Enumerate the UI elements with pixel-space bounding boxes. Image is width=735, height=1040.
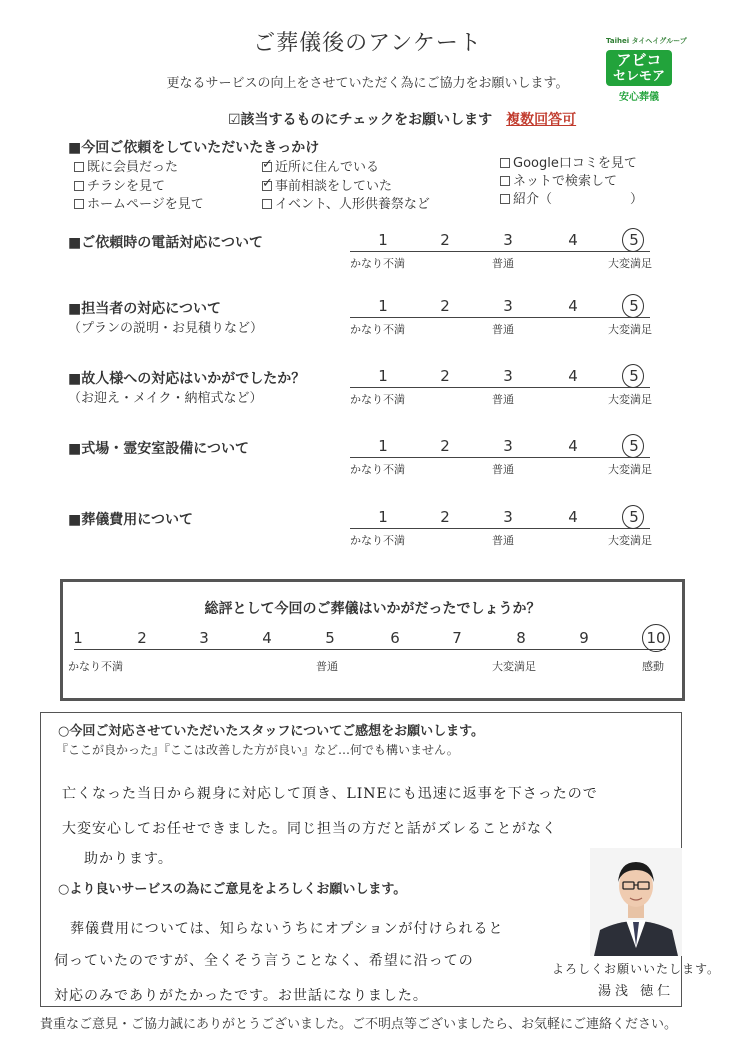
q1-option[interactable]: 既に会員だった bbox=[74, 156, 178, 175]
rating-option-3[interactable]: 3 bbox=[503, 437, 513, 455]
rating-label-mid: 普通 bbox=[492, 393, 514, 406]
selected-circle bbox=[622, 228, 644, 252]
checkbox[interactable] bbox=[500, 194, 510, 204]
q1-heading: ■今回ご依頼をしていただいたきっかけ bbox=[68, 140, 320, 156]
rating-option-2[interactable]: 2 bbox=[440, 367, 450, 385]
instruction bbox=[228, 109, 576, 129]
service-feedback-line: 対応のみでありがたかったです。お世話になりました。 bbox=[54, 988, 428, 1004]
rating-heading: ■故人様への対応はいかがでしたか？ bbox=[68, 371, 306, 387]
logo-brand-line2: セレモア bbox=[612, 69, 665, 84]
checkbox[interactable] bbox=[262, 199, 272, 209]
staff-feedback-heading: ○今回ご対応させていただいたスタッフについてご感想をお願いします。 bbox=[58, 724, 485, 739]
rating-label-low: かなり不満 bbox=[350, 463, 405, 476]
rating-subheading: （プランの説明・お見積りなど） bbox=[68, 321, 264, 336]
staff-feedback-hint: 『ここが良かった』『ここは改善した方が良い』など…何でも構いません。 bbox=[56, 743, 459, 757]
checkbox-checked[interactable] bbox=[262, 181, 272, 191]
q1-option[interactable]: Google口コミを見て bbox=[500, 152, 637, 171]
overall-option-7[interactable]: 7 bbox=[452, 629, 462, 647]
checkbox-checked[interactable] bbox=[262, 162, 272, 172]
overall-option-5[interactable]: 5 bbox=[325, 629, 335, 647]
overall-option-9[interactable]: 9 bbox=[579, 629, 589, 647]
rating-heading: ■葬儀費用について bbox=[68, 512, 193, 528]
rating-option-1[interactable]: 1 bbox=[378, 297, 388, 315]
rating-option-5[interactable]: 5 bbox=[629, 231, 639, 249]
rating-scale-line bbox=[350, 528, 650, 529]
rating-label-high: 大変満足 bbox=[608, 323, 652, 336]
staff-feedback-line: 助かります。 bbox=[84, 851, 173, 867]
rating-heading: ■担当者の対応について bbox=[68, 301, 221, 317]
rating-scale-line bbox=[350, 317, 650, 318]
logo-group: Taihei タイヘイグループ bbox=[606, 37, 687, 45]
page-title: ご葬儀後のアンケート bbox=[253, 31, 482, 56]
multiple-answers-note: 複数回答可 bbox=[506, 112, 577, 128]
overall-scale-line bbox=[74, 649, 666, 650]
company-logo bbox=[606, 36, 686, 103]
overall-option-8[interactable]: 8 bbox=[516, 629, 526, 647]
rating-option-1[interactable]: 1 bbox=[378, 437, 388, 455]
q1-option[interactable]: ネットで検索して bbox=[500, 170, 617, 189]
staff-greeting: よろしくお願いいたします。 bbox=[552, 962, 721, 976]
staff-signature: 湯浅 徳仁 bbox=[598, 984, 675, 999]
staff-feedback-line: 大変安心してお任せできました。同じ担当の方だと話がズレることがなく bbox=[62, 821, 557, 837]
rating-label-low: かなり不満 bbox=[350, 323, 405, 336]
overall-label-mid: 普通 bbox=[316, 660, 338, 673]
rating-option-4[interactable]: 4 bbox=[568, 231, 578, 249]
q1-option[interactable]: 紹介（ ） bbox=[500, 188, 643, 207]
q1-option[interactable]: チラシを見て bbox=[74, 175, 165, 194]
logo-tagline: 安心葬儀 bbox=[619, 92, 659, 103]
overall-option-1[interactable]: 1 bbox=[73, 629, 83, 647]
checkbox[interactable] bbox=[500, 176, 510, 186]
rating-label-high: 大変満足 bbox=[608, 393, 652, 406]
rating-label-mid: 普通 bbox=[492, 463, 514, 476]
rating-option-3[interactable]: 3 bbox=[503, 367, 513, 385]
checkbox[interactable] bbox=[74, 162, 84, 172]
overall-option-3[interactable]: 3 bbox=[199, 629, 209, 647]
overall-option-6[interactable]: 6 bbox=[390, 629, 400, 647]
instruction-text: ☑該当するものにチェックをお願いします bbox=[228, 112, 493, 128]
overall-option-2[interactable]: 2 bbox=[137, 629, 147, 647]
rating-label-mid: 普通 bbox=[492, 323, 514, 336]
q1-option[interactable]: ✓事前相談をしていた bbox=[262, 175, 392, 194]
checkbox[interactable] bbox=[74, 199, 84, 209]
overall-label-low: かなり不満 bbox=[68, 660, 123, 673]
rating-option-2[interactable]: 2 bbox=[440, 437, 450, 455]
selected-circle bbox=[642, 624, 670, 652]
rating-option-5[interactable]: 5 bbox=[629, 367, 639, 385]
rating-option-1[interactable]: 1 bbox=[378, 231, 388, 249]
overall-label-high: 大変満足 bbox=[492, 660, 536, 673]
service-feedback-line: 葬儀費用については、知らないうちにオプションが付けられると bbox=[70, 921, 504, 937]
rating-label-high: 大変満足 bbox=[608, 257, 652, 270]
selected-circle bbox=[622, 364, 644, 388]
logo-brand-line1: アビコ bbox=[616, 51, 662, 69]
rating-option-4[interactable]: 4 bbox=[568, 437, 578, 455]
rating-heading: ■ご依頼時の電話対応について bbox=[68, 235, 263, 251]
rating-option-5[interactable]: 5 bbox=[629, 437, 639, 455]
staff-feedback-line: 亡くなった当日から親身に対応して頂き、LINEにも迅速に返事を下さったので bbox=[62, 786, 598, 802]
rating-option-4[interactable]: 4 bbox=[568, 508, 578, 526]
logo-badge bbox=[606, 50, 672, 86]
rating-option-3[interactable]: 3 bbox=[503, 508, 513, 526]
page-subtitle: 更なるサービスの向上をさせていただく為にご協力をお願いします。 bbox=[166, 76, 569, 91]
rating-option-3[interactable]: 3 bbox=[503, 231, 513, 249]
q1-option[interactable]: ホームページを見て bbox=[74, 193, 204, 212]
checkbox[interactable] bbox=[74, 181, 84, 191]
rating-heading: ■式場・霊安室設備について bbox=[68, 441, 249, 457]
overall-option-10[interactable]: 10 bbox=[646, 629, 666, 647]
rating-option-2[interactable]: 2 bbox=[440, 231, 450, 249]
rating-option-5[interactable]: 5 bbox=[629, 508, 639, 526]
selected-circle bbox=[622, 434, 644, 458]
q1-option[interactable]: ✓近所に住んでいる bbox=[262, 156, 379, 175]
selected-circle bbox=[622, 505, 644, 529]
rating-option-1[interactable]: 1 bbox=[378, 508, 388, 526]
rating-option-4[interactable]: 4 bbox=[568, 297, 578, 315]
rating-option-2[interactable]: 2 bbox=[440, 297, 450, 315]
selected-circle bbox=[622, 294, 644, 318]
service-feedback-line: 伺っていたのですが、全くそう言うことなく、希望に沿っての bbox=[54, 953, 474, 969]
rating-label-mid: 普通 bbox=[492, 257, 514, 270]
rating-option-2[interactable]: 2 bbox=[440, 508, 450, 526]
staff-photo bbox=[590, 848, 682, 956]
overall-option-4[interactable]: 4 bbox=[262, 629, 272, 647]
footer-thanks: 貴重なご意見・ご協力誠にありがとうございました。ご不明点等ございましたら、お気軽にご連絡ください。 bbox=[40, 1017, 678, 1032]
overall-label-top: 感動 bbox=[642, 660, 664, 673]
overall-question: 総評として今回のご葬儀はいかがだったでしょうか？ bbox=[204, 601, 541, 617]
rating-option-5[interactable]: 5 bbox=[629, 297, 639, 315]
rating-scale-line bbox=[350, 251, 650, 252]
rating-label-high: 大変満足 bbox=[608, 463, 652, 476]
checkbox[interactable] bbox=[500, 158, 510, 168]
rating-option-1[interactable]: 1 bbox=[378, 367, 388, 385]
rating-option-4[interactable]: 4 bbox=[568, 367, 578, 385]
rating-label-low: かなり不満 bbox=[350, 257, 405, 270]
rating-label-low: かなり不満 bbox=[350, 534, 405, 547]
rating-subheading: （お迎え・メイク・納棺式など） bbox=[68, 391, 263, 406]
rating-label-mid: 普通 bbox=[492, 534, 514, 547]
service-feedback-heading: ○より良いサービスの為にご意見をよろしくお願いします。 bbox=[58, 882, 407, 897]
rating-option-3[interactable]: 3 bbox=[503, 297, 513, 315]
q1-option[interactable]: イベント、人形供養祭など bbox=[262, 193, 430, 212]
rating-label-high: 大変満足 bbox=[608, 534, 652, 547]
rating-scale-line bbox=[350, 457, 650, 458]
rating-scale-line bbox=[350, 387, 650, 388]
rating-label-low: かなり不満 bbox=[350, 393, 405, 406]
